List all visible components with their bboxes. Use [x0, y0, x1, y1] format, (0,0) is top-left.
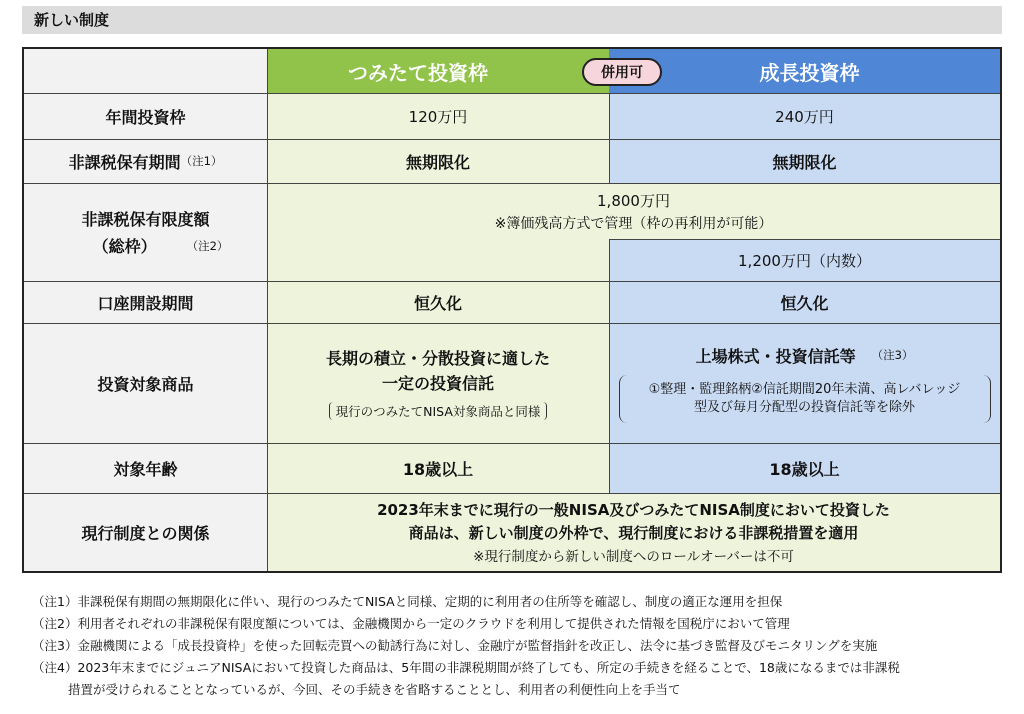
section-title: 新しい制度 — [22, 6, 1002, 34]
combined-use-badge: 併用可 — [582, 58, 662, 86]
row-label-limit: 非課税保有限度額 （総枠） （注2） — [24, 183, 267, 281]
age-tsumitate: 18歳以上 — [267, 443, 609, 493]
note-3-ref: （注3） — [871, 348, 914, 362]
limit-total: 1,800万円 ※簿価残高方式で管理（枠の再利用が可能） — [267, 183, 1000, 239]
footnote-2: （注2）利用者それぞれの非課税保有限度額については、金融機関から一定のクラウドを利用して提供された情報を国税庁において管理 — [32, 616, 790, 631]
row-label-relation: 現行制度との関係 — [24, 493, 267, 571]
products-growth: 上場株式・投資信託等 （注3） ①整理・監理銘柄②信託期間20年未満、高レバレッジ 型及び毎月分配型の投資信託等を除外 — [609, 323, 1000, 443]
account-growth: 恒久化 — [609, 281, 1000, 323]
footnote-1: （注1）非課税保有期間の無期限化に伴い、現行のつみたてNISAと同様、定期的に利用者の住所等を確認し、制度の適正な運用を担保 — [32, 594, 783, 609]
tsumitate-products-note: 現行のつみたてNISA対象商品と同様 — [329, 402, 548, 420]
corner-cell — [24, 49, 267, 93]
growth-header — [609, 49, 1000, 93]
note-1-ref: （注1） — [180, 154, 223, 168]
limit-tsumitate-blank — [267, 239, 609, 281]
period-tsumitate: 無期限化 — [267, 139, 609, 183]
growth-exclusion-note: ①整理・監理銘柄②信託期間20年未満、高レバレッジ 型及び毎月分配型の投資信託等を除外 — [619, 375, 991, 423]
limit-growth: 1,200万円（内数） — [609, 239, 1000, 281]
note-2-ref: （注2） — [186, 238, 229, 253]
row-label-account: 口座開設期間 — [24, 281, 267, 323]
products-tsumitate: 長期の積立・分散投資に適した 一定の投資信託 現行のつみたてNISA対象商品と同様 — [267, 323, 609, 443]
row-label-products: 投資対象商品 — [24, 323, 267, 443]
annual-growth: 240万円 — [609, 93, 1000, 139]
growth-header-label: 成長投資枠 — [759, 60, 860, 85]
tsumitate-header — [267, 49, 609, 93]
relation-content: 2023年末までに現行の一般NISA及びつみたてNISA制度において投資した 商品は、新しい制度の外枠で、現行制度における非課税措置を適用 ※現行制度から新しい制度へのロールオーバーは不可 — [267, 493, 1000, 571]
comparison-table — [22, 47, 1002, 573]
row-label-period: 非課税保有期間 （注1） — [24, 139, 267, 183]
tsumitate-header-label: つみたて投資枠 — [348, 60, 488, 85]
row-label-annual: 年間投資枠 — [24, 93, 267, 139]
period-growth: 無期限化 — [609, 139, 1000, 183]
footnote-3: （注3）金融機関による「成長投資枠」を使った回転売買への勧誘行為に対し、金融庁が監督指針を改正し、法令に基づき監督及びモニタリングを実施 — [32, 638, 878, 653]
annual-tsumitate: 120万円 — [267, 93, 609, 139]
row-label-age: 対象年齢 — [24, 443, 267, 493]
footnote-4: （注4）2023年末までにジュニアNISAにおいて投資した商品は、5年間の非課税期間が終了しても、所定の手続きを経ることで、18歳になるまでは非課税 — [32, 660, 900, 675]
footnote-4-cont: 措置が受けられることとなっているが、今回、その手続きを省略することとし、利用者の利便性向上を手当て — [68, 682, 681, 697]
age-growth: 18歳以上 — [609, 443, 1000, 493]
account-tsumitate: 恒久化 — [267, 281, 609, 323]
